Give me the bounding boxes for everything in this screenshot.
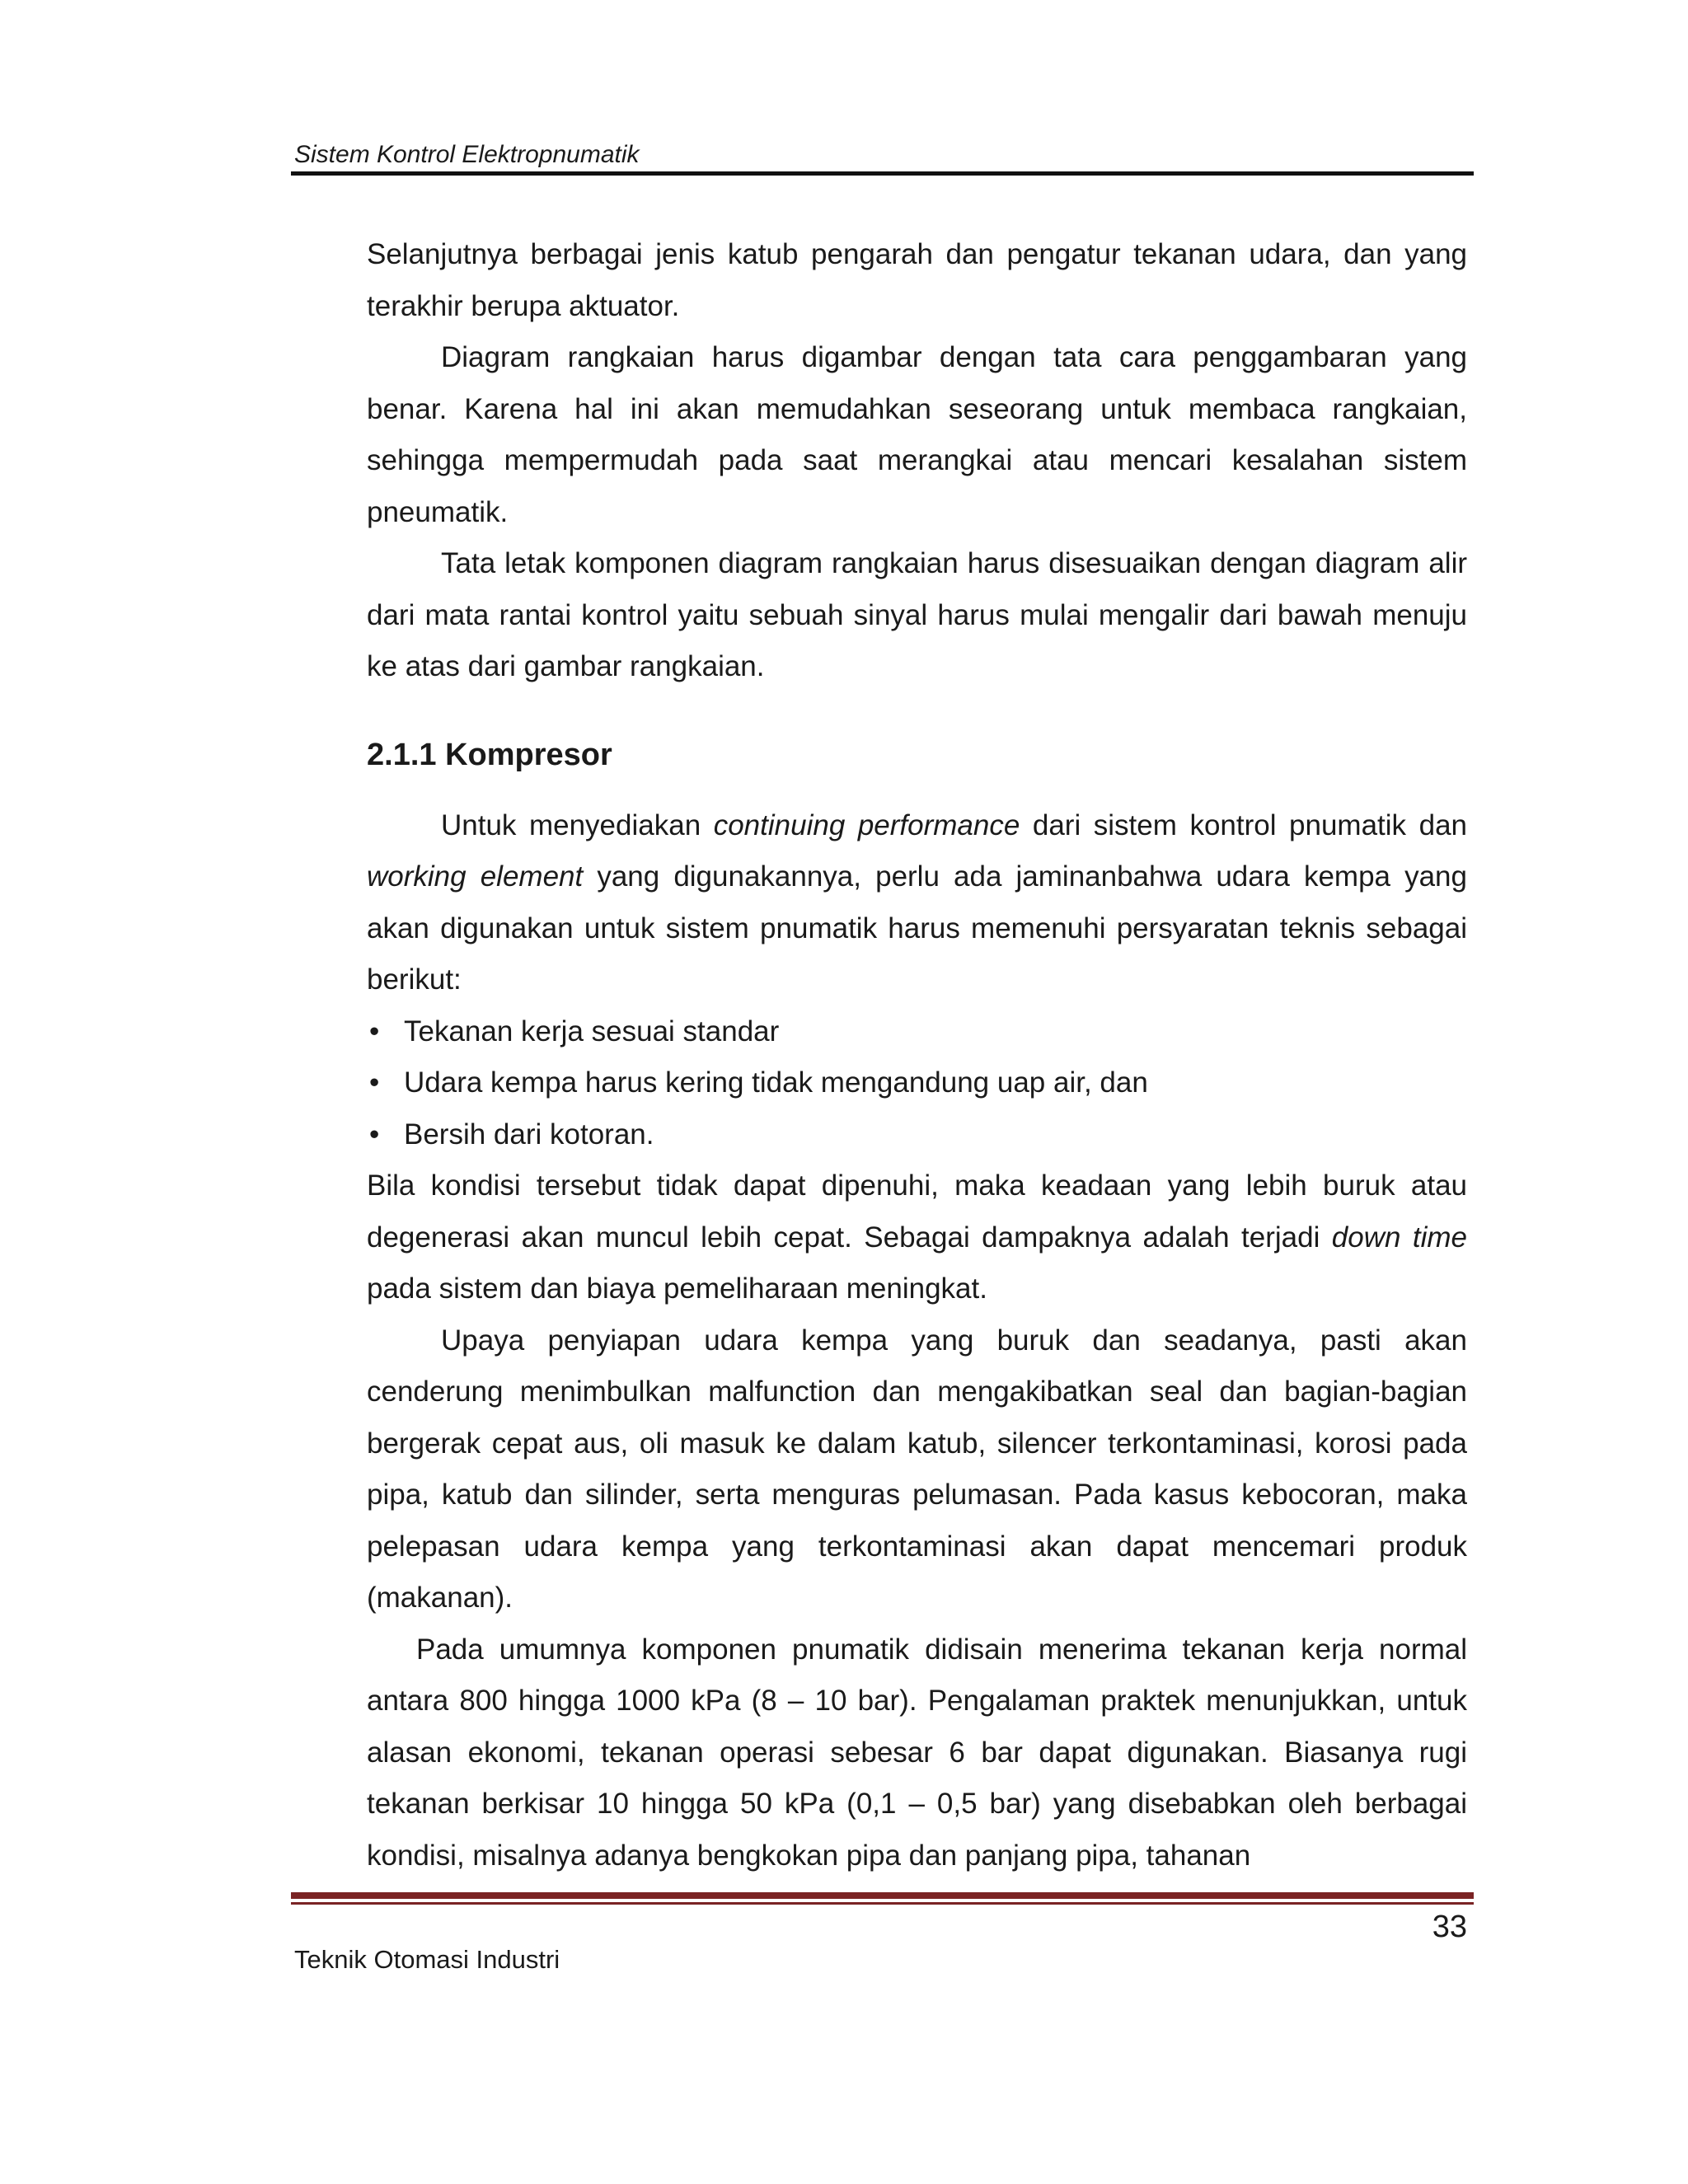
paragraph-1: Selanjutnya berbagai jenis katub pengarah dan pengatur tekanan udara, dan yang terakhir berupa aktuator. — [367, 238, 1467, 322]
bullet-icon: • — [369, 1015, 380, 1047]
paragraph-4-italic-1: continuing performance — [713, 808, 1020, 841]
list-item — [367, 1109, 1467, 1161]
list-item-text: Udara kempa harus kering tidak mengandung uap air, dan — [404, 1066, 1148, 1099]
list-item-text: Bersih dari kotoran. — [404, 1118, 654, 1151]
paragraph-5 — [367, 1160, 1467, 1315]
section-heading: 2.1.1 Kompresor — [367, 737, 612, 772]
paragraph-4-text-1: Untuk menyediakan — [441, 808, 714, 841]
bullet-icon: • — [369, 1118, 380, 1151]
paragraph-5-italic-1: down time — [1331, 1221, 1467, 1254]
running-header-title: Sistem Kontrol Elektropnumatik — [294, 141, 640, 168]
page-number: 33 — [1432, 1910, 1467, 1944]
paragraph-3: Tata letak komponen diagram rangkaian harus disesuaikan dengan diagram alir dari mata rantai kontrol yaitu sebuah sinyal harus mulai mengalir dari bawah menuju ke atas dari gambar rangkaian. — [367, 547, 1467, 682]
paragraph-7: Pada umumnya komponen pnumatik didisain menerima tekanan kerja normal antara 800 hingga 1000 kPa (8 – 10 bar). Pengalaman praktek menunjukkan, untuk alasan ekonomi, tekanan operasi sebesar 6 bar dapat digunakan. Biasanya rugi tekanan berkisar 10 hingga 50 kPa (0,1 – 0,5 bar) yang disebabkan oleh berbagai kondisi, misalnya adanya bengkokan pipa dan panjang pipa, tahanan — [367, 1633, 1467, 1872]
footer-rule-thick — [291, 1892, 1474, 1899]
list-item — [367, 1057, 1467, 1109]
paragraph-4 — [367, 800, 1467, 1006]
paragraph-4-italic-2: working element — [367, 860, 584, 893]
paragraph-6: Upaya penyiapan udara kempa yang buruk dan seadanya, pasti akan cenderung menimbulkan malfunction dan mengakibatkan seal dan bagian-bagian bergerak cepat aus, oli masuk ke dalam katub, silencer terkontaminasi, korosi pada pipa, katub dan silinder, serta menguras pelumasan. Pada kasus kebocoran, maka pelepasan udara kempa yang terkontaminasi akan dapat mencemari produk (makanan). — [367, 1324, 1467, 1614]
paragraph-5-text-1: Bila kondisi tersebut tidak dapat dipenuhi, maka keadaan yang lebih buruk atau degenerasi akan muncul lebih cepat. Sebagai dampaknya adalah terjadi — [367, 1169, 1467, 1254]
footer-rule-thin — [291, 1902, 1474, 1905]
list-item-text: Tekanan kerja sesuai standar — [404, 1015, 780, 1047]
header-rule — [291, 171, 1474, 176]
paragraph-4-text-2: dari sistem kontrol pnumatik dan — [1020, 808, 1467, 841]
paragraph-2: Diagram rangkaian harus digambar dengan tata cara penggambaran yang benar. Karena hal ini akan memudahkan seseorang untuk membaca rangkaian, sehingga mempermudah pada saat merangkai atau mencari kesalahan sistem pneumatik. — [367, 341, 1467, 528]
paragraph-4-text-3: yang digunakannya, perlu ada jaminanbahwa udara kempa yang akan digunakan untuk sistem pnumatik harus memenuhi persyaratan teknis sebagai berikut: — [367, 860, 1467, 996]
bullet-icon: • — [369, 1066, 380, 1099]
paragraph-5-text-2: pada sistem dan biaya pemeliharaan meningkat. — [367, 1272, 987, 1305]
page-content — [367, 229, 1467, 1882]
footer-book-title: Teknik Otomasi Industri — [294, 1945, 560, 1974]
requirements-list — [367, 1006, 1467, 1161]
list-item — [367, 1006, 1467, 1058]
